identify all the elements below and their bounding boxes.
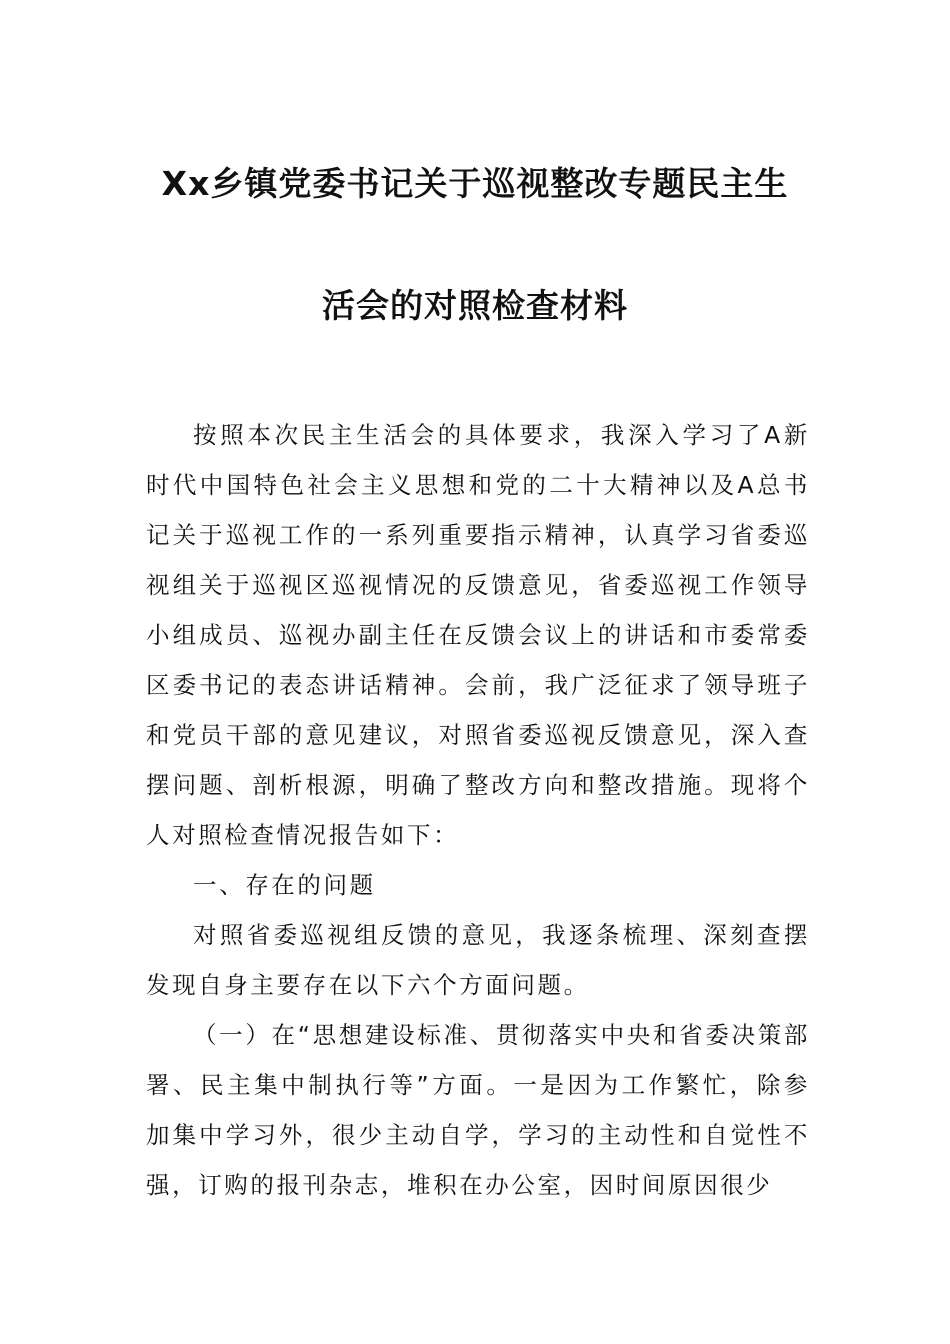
section-heading-problems: 一、存在的问题 — [193, 871, 376, 899]
document-body — [146, 410, 810, 1210]
paragraph-problem-1: （一）在“思想建设标准、贯彻落实中央和省委决策部署、民主集中制执行等”方面。一是因为工作繁忙，除参加集中学习外，很少主动自学，学习的主动性和自觉性不强，订购的报刊杂志，堆积在办公室，因时间原因很少 — [146, 1021, 810, 1199]
paragraph-intro: 按照本次民主生活会的具体要求，我深入学习了A新时代中国特色社会主义思想和党的二十大精神以及A总书记关于巡视工作的一系列重要指示精神，认真学习省委巡视组关于巡视区巡视情况的反馈意见，省委巡视工作领导小组成员、巡视办副主任在反馈会议上的讲话和市委常委区委书记的表态讲话精神。会前，我广泛征求了领导班子和党员干部的意见建议，对照省委巡视反馈意见，深入查摆问题、剖析根源，明确了整改方向和整改措施。现将个人对照检查情况报告如下： — [146, 421, 810, 849]
paragraph-problems-intro: 对照省委巡视组反馈的意见，我逐条梳理、深刻查摆发现自身主要存在以下六个方面问题。 — [146, 921, 810, 999]
document-title-line-1: Xx乡镇党委书记关于巡视整改专题民主生 — [161, 164, 789, 203]
document-title-line-2: 活会的对照检查材料 — [322, 286, 628, 325]
